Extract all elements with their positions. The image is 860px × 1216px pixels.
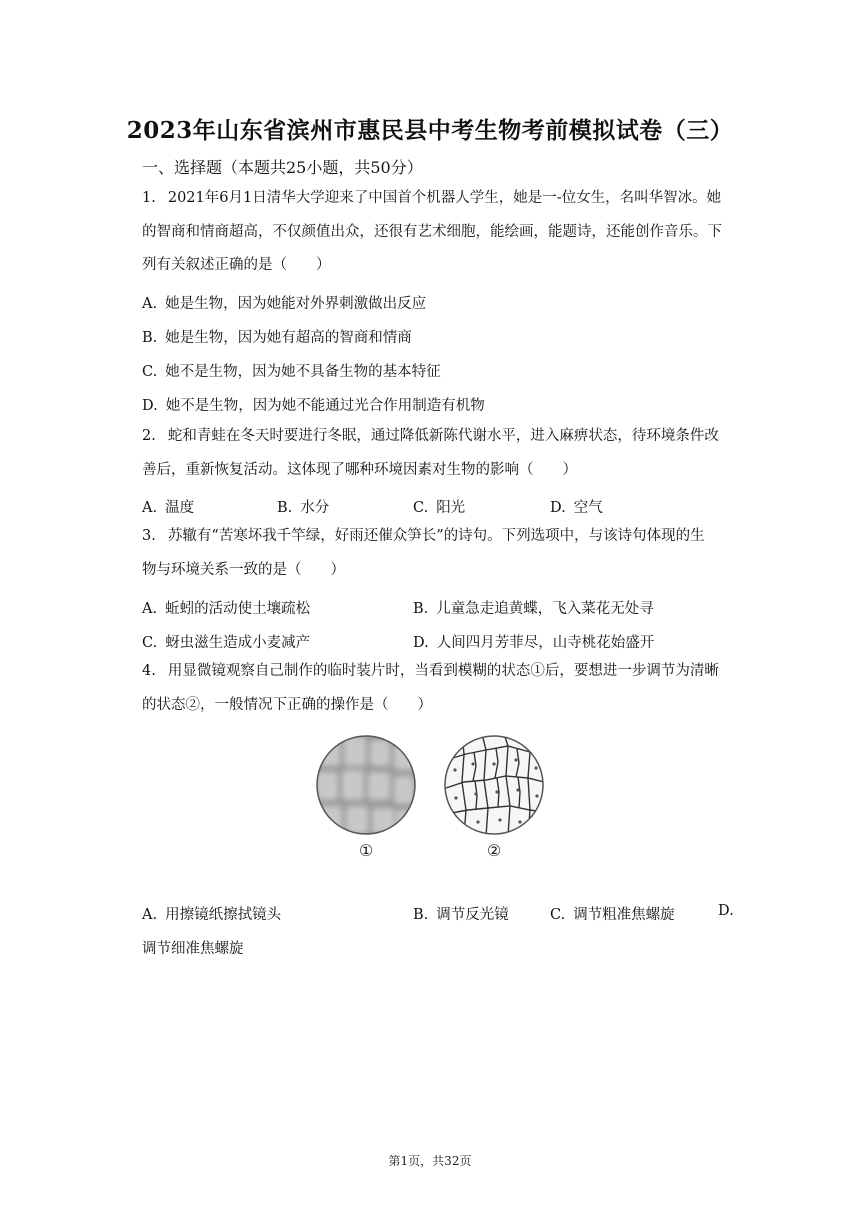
option-d: D. 人间四月芳菲尽，山寺桃花始盛开 [413,635,655,651]
figure-label-1: ① [358,841,374,860]
option-c: C. 调节粗准焦螺旋 [550,907,675,923]
option-b: B. 她是生物，因为她有超高的智商和情商 [142,330,412,346]
stem-line: 的智商和情商超高，不仅颜值出众，还很有艺术细胞，能绘画，能题诗，还能创作音乐。下 [142,223,722,240]
option-c: C. 蚜虫滋生造成小麦减产 [142,635,311,651]
option-a: A. 温度 [142,500,195,516]
question-number: 1. [142,190,156,206]
option-a: A. 她是生物，因为她能对外界刺激做出反应 [142,296,427,312]
option-d-text: 调节细准焦螺旋 [142,941,244,957]
question-2-stem [142,420,752,487]
stem-line: 2021年6月1日清华大学迎来了中国首个机器人学生，她是一-位女生，名叫华智冰。她 [167,190,722,206]
option-d: D. 她不是生物，因为她不能通过光合作用制造有机物 [142,398,485,414]
option-c: C. 她不是生物，因为她不具备生物的基本特征 [142,364,441,380]
clear-view-circle [444,734,544,836]
page-footer: 第1页，共32页 [388,1154,472,1168]
stem-line: 物与环境关系一致的是（ ） [142,561,345,578]
blurry-view-circle [316,734,416,836]
stem-line: 列有关叙述正确的是（ ） [142,257,331,273]
option-d-letter: D. [718,903,734,919]
stem-line: 蛇和青蛙在冬天时要进行冬眠，通过降低新陈代谢水平，进入麻痹状态，待环境条件改 [167,428,719,444]
option-a: A. 蚯蚓的活动使土壤疏松 [142,601,311,617]
stem-line: 善后，重新恢复活动。这体现了哪种环境因素对生物的影响（ ） [142,461,577,478]
figure-label-2: ② [486,841,502,860]
question-4-stem [142,655,752,722]
stem-line: 苏辙有“苦寒坏我千竿绿，好雨还催众笋长”的诗句。下列选项中，与该诗句体现的生 [167,528,705,544]
option-b: B. 儿童急走追黄蝶，飞入菜花无处寻 [413,601,654,617]
option-c: C. 阳光 [413,500,466,516]
option-b: B. 水分 [277,500,330,516]
question-3-stem [142,520,752,587]
stem-line: 用显微镜观察自己制作的临时装片时，当看到模糊的状态①后，要想进一步调节为清晰 [167,663,719,679]
option-d: D. 空气 [550,500,603,516]
option-a: A. 用擦镜纸擦拭镜头 [142,907,282,923]
question-number: 4. [142,663,156,679]
question-number: 2. [142,428,156,444]
stem-line: 的状态②，一般情况下正确的操作是（ ） [142,696,432,713]
question-number: 3. [142,528,156,544]
page-title: 2023年山东省滨州市惠民县中考生物考前模拟试卷（三） [126,117,734,144]
microscope-figure [316,730,548,862]
section-heading: 一、选择题（本题共25小题，共50分） [142,158,423,177]
question-1-stem [142,182,752,283]
option-b: B. 调节反光镜 [413,907,509,923]
